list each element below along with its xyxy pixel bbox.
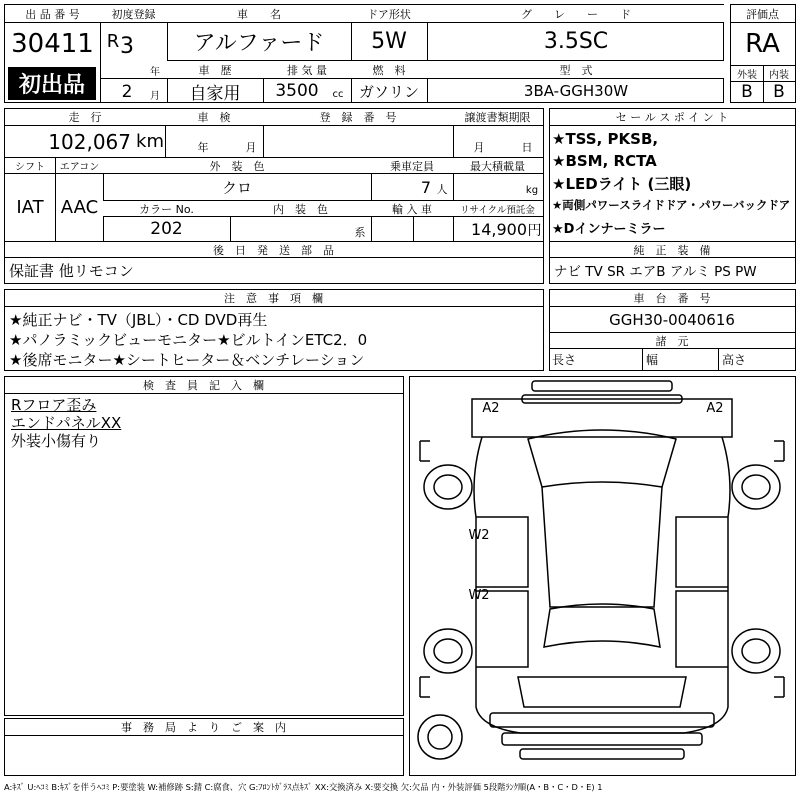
inspector-note: エンドパネルXX (11, 413, 122, 431)
legend-footer: A:ｷｽﾞ U:ﾍｺﾐ B:ｷｽﾞを伴うﾍｺﾐ P:要塗装 W:補修跡 S:錆 C:腐食、穴 G:ﾌﾛﾝﾄｶﾞﾗｽ点ｷｽﾞ XX:交換済み X:要交換 欠:欠品 内・外装評価 5段階ﾗﾝｸ順(A・B・C・D・E) 1 (4, 782, 603, 792)
wheel-rear-left (424, 629, 472, 673)
sales-point-item: ★LEDライト (三眼) (552, 174, 692, 193)
displacement: 3500 (275, 81, 319, 101)
capacity-label: 乗車定員 (371, 158, 453, 173)
wheel-front-right (732, 465, 780, 509)
color-number: 202 (150, 219, 183, 239)
year-unit: 年 (150, 66, 160, 77)
equipment-label: 純 正 装 備 (550, 242, 794, 257)
color-number-label: カラー No. (103, 201, 230, 216)
chassis-section (549, 289, 796, 371)
later-parts-label: 後 日 発 送 部 品 (5, 242, 542, 257)
registration-year: 3 (120, 33, 134, 59)
inspection-month-unit: 月 (245, 141, 257, 154)
car-name: アルファード (193, 31, 325, 56)
wheel-front-left (424, 465, 472, 509)
history-label: 車 歴 (167, 61, 263, 78)
sales-point-item: ★BSM, RCTA (552, 152, 657, 170)
mileage-label: 走 行 (5, 109, 165, 125)
exterior-grade: B (741, 82, 753, 102)
month-unit: 月 (150, 90, 160, 101)
equipment-list: ナビ TV SR エアB アルミ PS PW (554, 264, 757, 280)
office-section (4, 718, 404, 776)
interior-color-unit: 系 (354, 226, 366, 239)
chassis-number-label: 車 台 番 号 (550, 290, 794, 306)
note-line: ★パノラミックビューモニター★ビルトインETC2．0 (9, 330, 368, 349)
note-line: ★純正ナビ・TV（JBL）・CD DVD再生 (9, 310, 268, 329)
displacement-label: 排 気 量 (263, 61, 351, 78)
first-listing-badge: 初出品 (8, 67, 96, 100)
hood-outline (472, 399, 732, 437)
specs-label: 諸 元 (550, 333, 794, 348)
transfer-month-unit: 月 (473, 141, 485, 154)
notes-section (4, 289, 544, 371)
displacement-unit: cc (332, 88, 344, 100)
score-label: 評価点 (731, 5, 794, 22)
inspector-notes-label: 検 査 員 記 入 欄 (5, 377, 402, 393)
sales-points-section (549, 108, 796, 284)
office-info-label: 事 務 局 よ り ご 案 内 (5, 719, 402, 735)
damage-diagram (409, 376, 796, 776)
damage-mark: W2 (468, 527, 490, 543)
rear-bumper (490, 713, 714, 727)
inspector-note: 外装小傷有り (11, 431, 102, 449)
model-code-label: 型 式 (427, 61, 725, 78)
exterior-color-label: 外 装 色 (103, 158, 371, 173)
recycle-deposit-label: リサイクル預託金 (453, 201, 542, 216)
sales-points-label: セ ー ル ス ポ イ ン ト (550, 109, 794, 125)
roof-outline (542, 487, 662, 607)
damage-mark: A2 (706, 400, 724, 416)
later-parts: 保証書 他リモコン (9, 261, 134, 280)
lot-number: 30411 (11, 29, 94, 59)
exterior-color: クロ (221, 178, 252, 197)
registration-month: 2 (121, 82, 133, 102)
vehicle-history: 自家用 (189, 83, 241, 103)
interior-grade: B (773, 82, 785, 102)
fuel-type: ガソリン (358, 82, 419, 101)
spare-tire (418, 715, 462, 759)
recycle-deposit: 14,900 (471, 219, 527, 239)
fuel-label: 燃 料 (351, 61, 427, 78)
front-bumper (532, 381, 672, 391)
width-label: 幅 (646, 352, 659, 367)
height-label: 高さ (722, 352, 747, 367)
inspector-note: Rフロア歪み (11, 395, 97, 413)
wheel-rear-right (732, 629, 780, 673)
ac-label: エアコン (56, 158, 103, 173)
registration-number-label: 登 録 番 号 (263, 109, 453, 125)
damage-mark: A2 (482, 400, 500, 416)
era-mark: R (106, 30, 120, 52)
grade-label: グ レ ー ド (427, 5, 725, 22)
lot-number-label: 出 品 番 号 (5, 5, 100, 22)
door-type: 5W (371, 29, 407, 54)
door-label: ドア形状 (351, 5, 427, 22)
transfer-deadline-label: 譲渡書類期限 (453, 109, 542, 125)
max-load-label: 最大積載量 (453, 158, 542, 173)
sales-point-item: ★両側パワースライドドア・パワーバックドア (552, 198, 791, 212)
inspector-section (4, 376, 404, 716)
car-diagram (410, 377, 794, 774)
sales-point-item: ★Dインナーミラー (552, 221, 666, 237)
max-load-unit: kg (525, 184, 539, 196)
car-name-label: 車 名 (167, 5, 351, 22)
mileage: 102,067 (48, 129, 131, 154)
capacity: 7 (420, 177, 431, 197)
vehicle-details-section (4, 108, 544, 284)
score-value: RA (745, 29, 780, 59)
score-section (730, 4, 796, 103)
grade: 3.5SC (543, 29, 609, 54)
header-section (4, 4, 724, 103)
inspection-year-unit: 年 (197, 141, 209, 154)
recycle-deposit-unit: 円 (527, 223, 542, 239)
sales-point-item: ★TSS, PKSB, (552, 130, 659, 148)
interior-grade-label: 内装 (769, 70, 789, 81)
shift: IAT (16, 197, 44, 218)
shift-label: シフト (5, 158, 55, 173)
model-code: 3BA-GGH30W (523, 82, 629, 100)
mileage-unit: km (136, 131, 164, 152)
inspection-label: 車 検 (165, 109, 263, 125)
first-registration-label: 初度登録 (100, 5, 167, 22)
notes-label: 注 意 事 項 欄 (5, 290, 542, 306)
interior-color-label: 内 装 色 (230, 201, 371, 216)
capacity-unit: 人 (436, 183, 448, 196)
transfer-day-unit: 日 (521, 141, 533, 154)
length-label: 長さ (552, 352, 577, 367)
damage-mark: W2 (468, 587, 490, 603)
air-conditioner: AAC (60, 197, 99, 218)
import-car-label: 輸 入 車 (371, 201, 453, 216)
chassis-number: GGH30-0040616 (609, 310, 735, 329)
exterior-grade-label: 外装 (737, 70, 757, 81)
note-line: ★後席モニター★シートヒーター＆ベンチレーション (9, 350, 365, 369)
